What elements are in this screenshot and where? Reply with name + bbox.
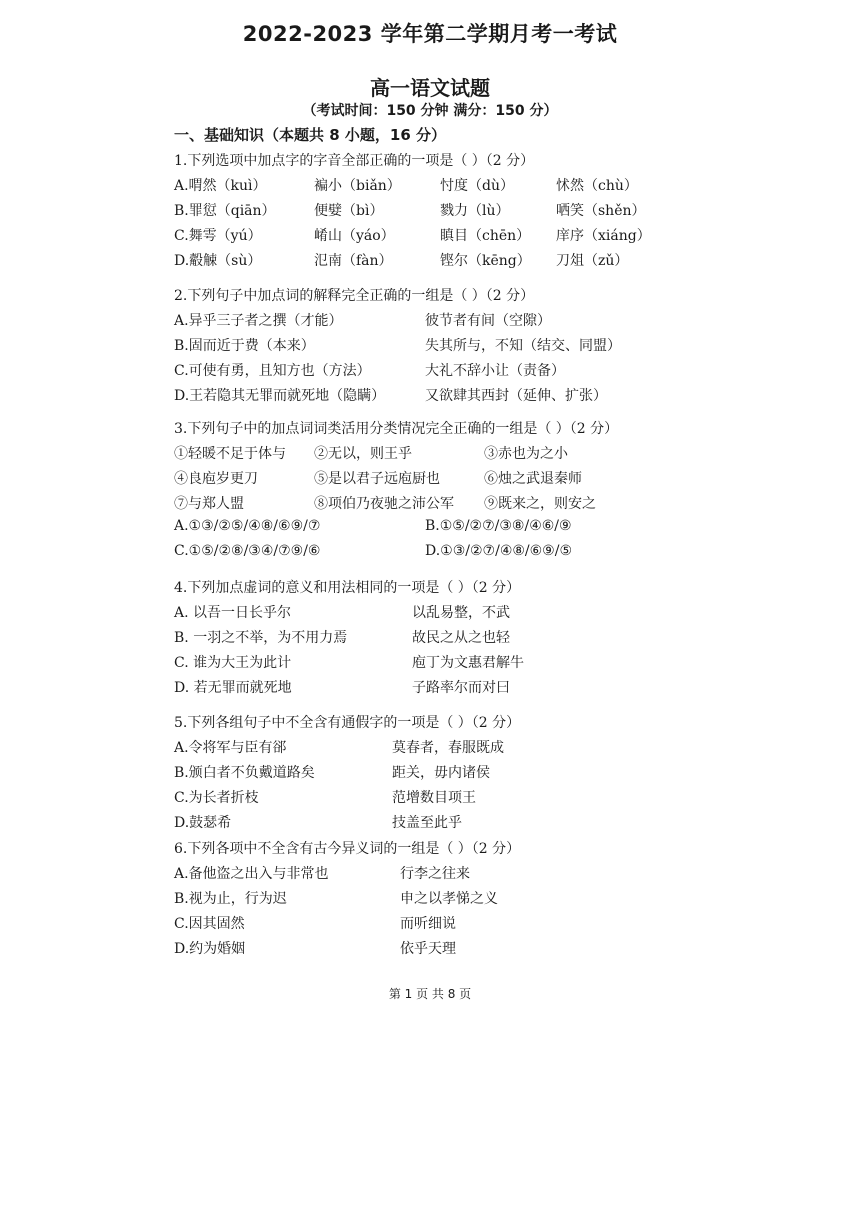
q6-option: 而听细说 — [400, 916, 456, 932]
question-6-stem: 6.下列各项中不全含有古今异义词的一组是（ ）（2 分） — [174, 841, 521, 857]
q1-option: A.喟然（kuì） — [174, 178, 267, 194]
q3-option: A.①③/②⑤/④⑧/⑥⑨/⑦ — [174, 518, 321, 534]
q4-option: 以乱易整，不武 — [412, 605, 510, 621]
q6-option: 行李之往来 — [400, 866, 470, 882]
q1-option: D.觳觫（sù） — [174, 253, 262, 269]
q3-sentence: ②无以，则王乎 — [314, 446, 412, 462]
q3-option: B.①⑤/②⑦/③⑧/④⑥/⑨ — [425, 518, 572, 534]
q3-sentence: ③赤也为之小 — [484, 446, 568, 462]
page-number: 第 1 页 共 8 页 — [388, 987, 472, 1001]
q3-sentence: ⑥烛之武退秦师 — [484, 471, 582, 487]
q3-sentence: ⑧项伯乃夜驰之沛公军 — [314, 496, 454, 512]
q4-option: D. 若无罪而就死地 — [174, 680, 292, 696]
q1-option: 戮力（lù） — [440, 203, 510, 219]
q6-option: B.视为止，行为迟 — [174, 891, 287, 907]
q1-option: 怵然（chù） — [556, 178, 638, 194]
question-2-stem: 2.下列句子中加点词的解释完全正确的一组是（ ）（2 分） — [174, 288, 535, 304]
q2-option: 大礼不辞小让（责备） — [425, 363, 565, 379]
q6-option: C.因其固然 — [174, 916, 245, 932]
q6-option: D.约为婚姻 — [174, 941, 246, 957]
q2-option: A.异乎三子者之撰（才能） — [174, 313, 343, 329]
q1-option: 忖度（dù） — [440, 178, 514, 194]
q2-option: 又欲肆其西封（延伸、扩张） — [425, 388, 607, 404]
q1-option: 刀俎（zǔ） — [556, 253, 629, 269]
q4-option: A. 以吾一日长乎尔 — [174, 605, 292, 621]
q1-option: 褊小（biǎn） — [314, 178, 401, 194]
q3-option: C.①⑤/②⑧/③④/⑦⑨/⑥ — [174, 543, 321, 559]
subject-title: 高一语文试题 — [370, 76, 490, 100]
q5-option: 范增数目项王 — [392, 790, 476, 806]
q1-option: 铿尔（kēng） — [440, 253, 531, 269]
q6-option: 申之以孝悌之义 — [400, 891, 498, 907]
q5-option: A.令将军与臣有郤 — [174, 740, 287, 756]
q2-option: D.王若隐其无罪而就死地（隐瞒） — [174, 388, 386, 404]
q4-option: B. 一羽之不举，为不用力焉 — [174, 630, 348, 646]
exam-info: （考试时间：150 分钟 满分：150 分） — [302, 103, 558, 119]
question-1-stem: 1.下列选项中加点字的字音全部正确的一项是（ ）（2 分） — [174, 153, 535, 169]
q2-option: C.可使有勇，且知方也（方法） — [174, 363, 371, 379]
q4-option: C. 谁为大王为此计 — [174, 655, 292, 671]
q1-option: 便嬖（bì） — [314, 203, 384, 219]
question-5-stem: 5.下列各组句子中不全含有通假字的一项是（ ）（2 分） — [174, 715, 521, 731]
q4-option: 庖丁为文惠君解牛 — [412, 655, 524, 671]
q3-option: D.①③/②⑦/④⑧/⑥⑨/⑤ — [425, 543, 572, 559]
q4-option: 故民之从之也轻 — [412, 630, 510, 646]
q1-option: 庠序（xiáng） — [556, 228, 651, 244]
q1-option: 氾南（fàn） — [314, 253, 393, 269]
q5-option: 莫春者，春服既成 — [392, 740, 504, 756]
q1-option: C.舞雩（yú） — [174, 228, 262, 244]
q6-option: 依乎天理 — [400, 941, 456, 957]
section-heading: 一、基础知识（本题共 8 小题，16 分） — [174, 126, 446, 144]
q2-option: B.固而近于费（本来） — [174, 338, 315, 354]
q3-sentence: ⑤是以君子远庖厨也 — [314, 471, 440, 487]
exam-title: 2022-2023 学年第二学期月考一考试 — [242, 22, 618, 46]
q5-option: 距关，毋内诸侯 — [392, 765, 490, 781]
q3-sentence: ①轻暖不足于体与 — [174, 446, 286, 462]
q3-sentence: ④良庖岁更刀 — [174, 471, 258, 487]
q1-option: B.罪愆（qiān） — [174, 203, 276, 219]
q2-option: 彼节者有间（空隙） — [425, 313, 551, 329]
q5-option: D.鼓瑟希 — [174, 815, 232, 831]
q3-sentence: ⑨既来之，则安之 — [484, 496, 596, 512]
q5-option: C.为长者折枝 — [174, 790, 259, 806]
question-4-stem: 4.下列加点虚词的意义和用法相同的一项是（ ）（2 分） — [174, 580, 521, 596]
q5-option: 技盖至此乎 — [392, 815, 462, 831]
q1-option: 崤山（yáo） — [314, 228, 395, 244]
q5-option: B.颁白者不负戴道路矣 — [174, 765, 315, 781]
q2-option: 失其所与，不知（结交、同盟） — [425, 338, 621, 354]
q6-option: A.备他盗之出入与非常也 — [174, 866, 329, 882]
q1-option: 瞋目（chēn） — [440, 228, 531, 244]
q1-option: 哂笑（shěn） — [556, 203, 646, 219]
question-3-stem: 3.下列句子中的加点词词类活用分类情况完全正确的一组是（ ）（2 分） — [174, 421, 619, 437]
q4-option: 子路率尔而对曰 — [412, 680, 510, 696]
q3-sentence: ⑦与郑人盟 — [174, 496, 244, 512]
